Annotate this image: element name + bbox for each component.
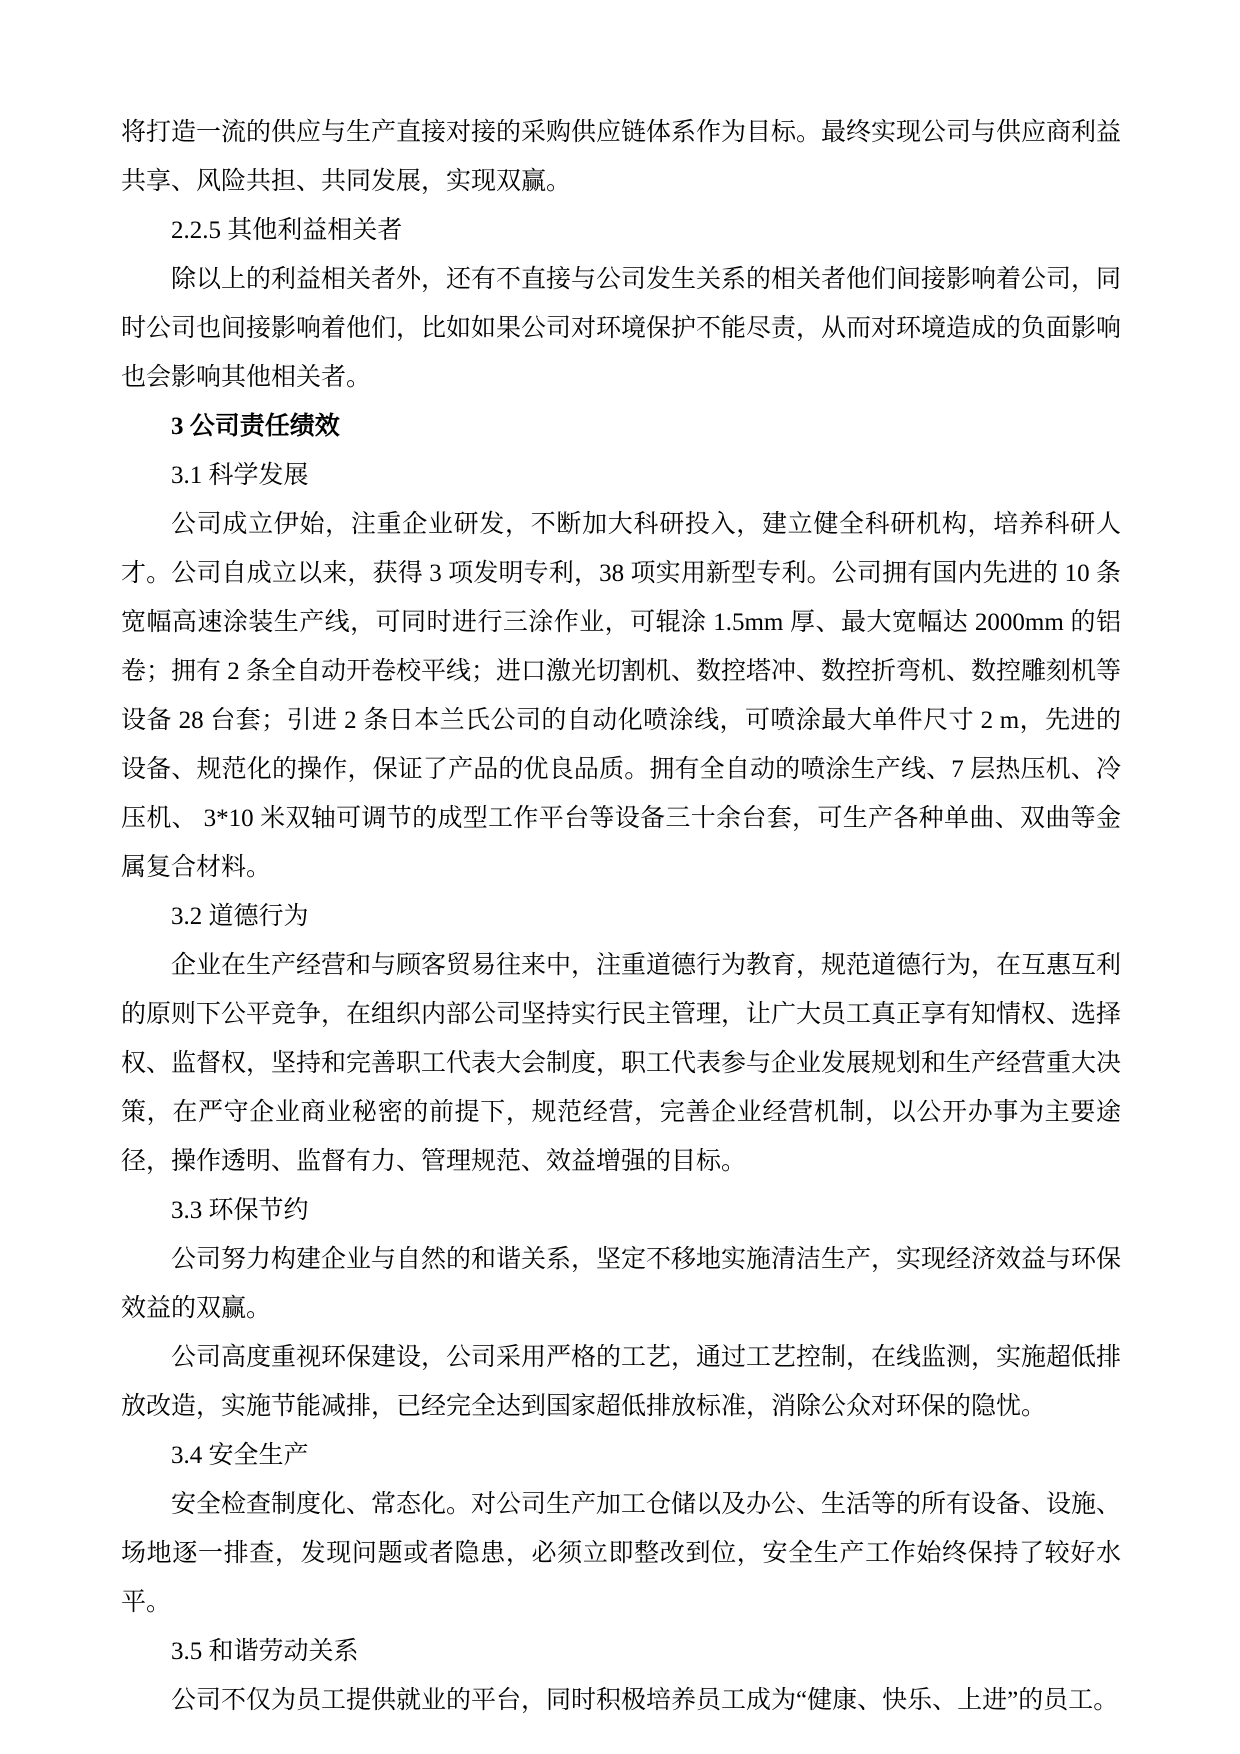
heading-3-3-environmental-conservation: 3.3 环保节约 [171,1197,309,1224]
paragraph-employee-development: 公司不仅为员工提供就业的平台，同时积极培养员工成为“健康、快乐、上进”的员工。 [171,1687,1119,1714]
paragraph-safe-production: 安全检查制度化、常态化。对公司生产加工仓储以及办公、生活等的所有设备、设施、场地逐一排查，发现问题或者隐患，必须立即整改到位，安全生产工作始终保持了较好水平。 [121,1491,1122,1616]
heading-2-2-5-other-stakeholders: 2.2.5 其他利益相关者 [171,217,403,244]
paragraph-scientific-development: 公司成立伊始，注重企业研发，不断加大科研投入，建立健全科研机构，培养科研人才。公司自成立以来，获得 3 项发明专利，38 项实用新型专利。公司拥有国内先进的 10 条宽幅高速涂装生产线，可同时进行三涂作业，可辊涂 1.5mm 厚、最大宽幅达 2000mm 的铝卷；拥有 2 条全自动开卷校平线；进口激光切割机、数控塔冲、数控折弯机、数控雕刻机等设备 28 台套；引进 2 条日本兰氏公司的自动化喷涂线，可喷涂最大单件尺寸 2 m，先进的设备、规范化的操作，保证了产品的优良品质。拥有全自动的喷涂生产线、7 层热压机、冷压机、 3*10 米双轴可调节的成型工作平台等设备三十余台套，可生产各种单曲、双曲等金属复合材料。 [121,511,1122,881]
heading-3-4-safe-production: 3.4 安全生产 [171,1442,309,1469]
paragraph-environmental-harmony: 公司努力构建企业与自然的和谐关系，坚定不移地实施清洁生产，实现经济效益与环保效益的双赢。 [121,1246,1122,1322]
heading-3-responsibility-performance: 3 公司责任绩效 [171,413,340,440]
paragraph-continued-supply-chain: 将打造一流的供应与生产直接对接的采购供应链体系作为目标。最终实现公司与供应商利益共享、风险共担、共同发展，实现双赢。 [121,119,1122,195]
paragraph-other-stakeholders: 除以上的利益相关者外，还有不直接与公司发生关系的相关者他们间接影响着公司，同时公司也间接影响着他们，比如如果公司对环境保护不能尽责，从而对环境造成的负面影响也会影响其他相关者。 [121,266,1122,391]
heading-3-5-harmonious-labor-relations: 3.5 和谐劳动关系 [171,1638,359,1665]
heading-3-1-scientific-development: 3.1 科学发展 [171,462,309,489]
paragraph-ethical-behavior: 企业在生产经营和与顾客贸易往来中，注重道德行为教育，规范道德行为，在互惠互利的原则下公平竞争，在组织内部公司坚持实行民主管理，让广大员工真正享有知情权、选择权、监督权，坚持和完善职工代表大会制度，职工代表参与企业发展规划和生产经营重大决策，在严守企业商业秘密的前提下，规范经营，完善企业经营机制，以公开办事为主要途径，操作透明、监督有力、管理规范、效益增强的目标。 [121,952,1122,1175]
paragraph-environmental-construction: 公司高度重视环保建设，公司采用严格的工艺，通过工艺控制，在线监测，实施超低排放改造，实施节能减排，已经完全达到国家超低排放标准，消除公众对环保的隐忧。 [121,1344,1122,1420]
heading-3-2-ethical-behavior: 3.2 道德行为 [171,903,309,930]
